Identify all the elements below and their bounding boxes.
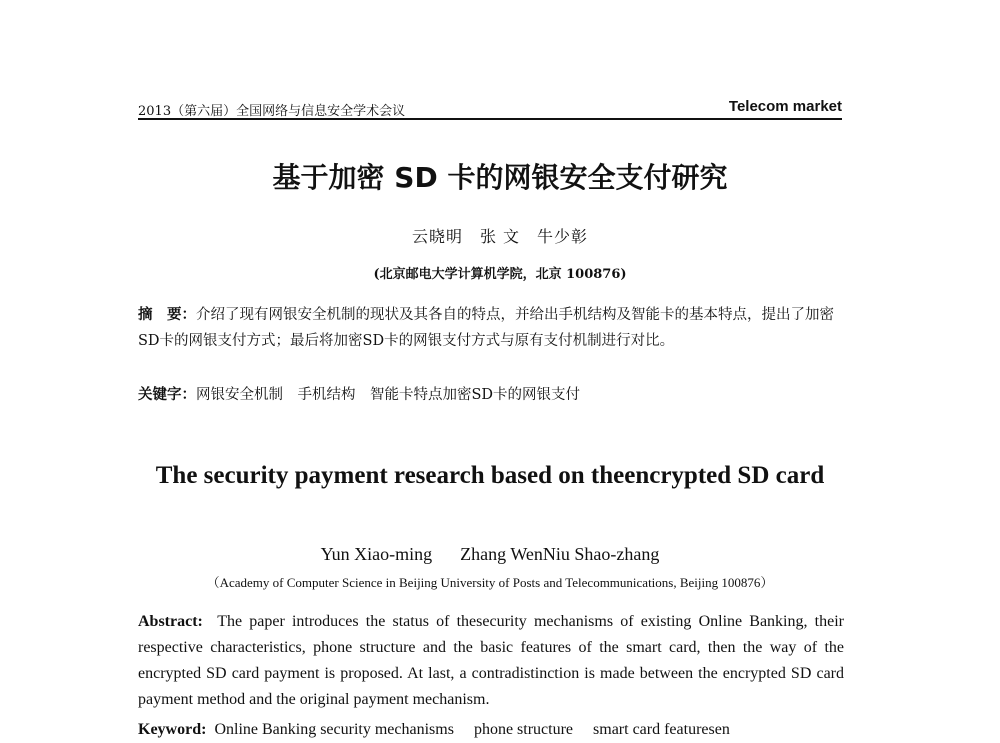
english-affiliation: （Academy of Computer Science in Beijing University of Posts and Telecommunications, Beijing 100876） bbox=[206, 575, 774, 590]
conference-name: 2013（第六届）全国网络与信息安全学术会议 bbox=[138, 104, 406, 119]
chinese-title: 基于加密 SD 卡的网银安全支付研究 bbox=[272, 161, 728, 194]
english-abstract-label: Abstract: bbox=[138, 613, 203, 630]
chinese-keywords bbox=[138, 382, 842, 408]
chinese-keywords-label: 关键字： bbox=[138, 386, 196, 403]
english-title: The security payment research based on theencrypted SD card bbox=[155, 462, 825, 489]
english-keywords bbox=[138, 717, 844, 743]
english-keywords-text: Online Banking security mechanisms phone structure smart card featuresen bbox=[214, 721, 730, 738]
chinese-abstract-text: 介绍了现有网银安全机制的现状及其各自的特点，并给出手机结构及智能卡的基本特点，提出了加密SD卡的网银支付方式；最后将加密SD卡的网银支付方式与原有支付机制进行对比。 bbox=[138, 307, 834, 349]
english-abstract bbox=[138, 609, 844, 713]
section-name: Telecom market bbox=[728, 98, 842, 115]
english-abstract-text: The paper introduces the status of thesecurity mechanisms of existing Online Banking, their respective characteristics, phone structure and the basic features of the smart card, then the way of the encrypted SD card payment is proposed. At last, a contradistinction is made between the encrypted SD card payment method and the original payment mechanism. bbox=[138, 613, 844, 708]
english-keywords-label: Keyword: bbox=[138, 721, 207, 738]
english-author-2: Zhang WenNiu Shao-zhang bbox=[460, 544, 660, 564]
chinese-abstract-label: 摘 要： bbox=[138, 306, 196, 323]
chinese-abstract bbox=[138, 302, 842, 354]
english-authors bbox=[0, 544, 980, 565]
running-header bbox=[138, 98, 842, 120]
english-author-1: Yun Xiao-ming bbox=[320, 544, 433, 564]
chinese-keywords-text: 网银安全机制 手机结构 智能卡特点加密SD卡的网银支付 bbox=[196, 387, 581, 403]
chinese-affiliation: (北京邮电大学计算机学院，北京 100876) bbox=[373, 267, 627, 282]
chinese-authors: 云晓明 张 文 牛少彰 bbox=[411, 227, 589, 246]
